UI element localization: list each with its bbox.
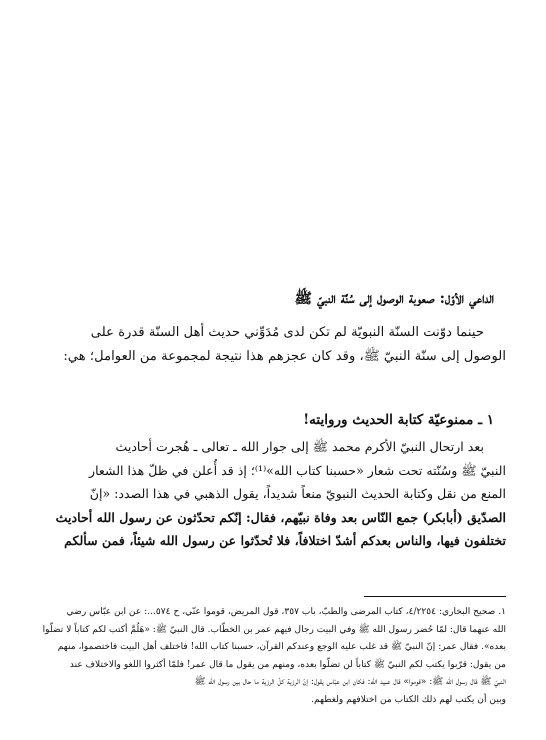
body-quote-line-1: الصدّيق (أبابكر) جمع النّاس بعد وفاة نبيّهم، فقال: إنّكم تحدّثون عن رسول الله أحاديث <box>55 509 506 525</box>
intro-paragraph <box>40 321 506 369</box>
footnote-line-2: الله عنهما قال: لمّا حُضر رسول الله ﷺ وفي البيت رجال فيهم عمر بن الخطّاب. قال النبيّ ﷺ: «هَلُمَّ أكتب لكم كتاباً لا تضلّوا <box>42 624 506 635</box>
footnotes <box>40 604 506 709</box>
section-title: ١ ـ ممنوعيّة كتابة الحديث وروايته! <box>303 412 494 428</box>
intro-line-1: حينما دوّنت السنّة النبويّة لم تكن لدى مُدَوِّني حديث أهل السنّة قدرة على <box>90 325 484 340</box>
body-paragraph <box>40 435 506 553</box>
body-quote-line-2: تختلفون فيها، والناس بعدكم أشدّ اختلافاً، فلا تُحدّثوا عن رسول الله شيئاً، فمن سألكم <box>64 533 506 548</box>
footnote-line-6: وبين أن يكتب لهم ذلك الكتاب من اختلافهم ولغطهم. <box>311 694 506 705</box>
footnote-line-5: النبيّ ﷺ قال رسول الله ﷺ: «قوموا» قال عبيد الله: فكان ابن عبّاس يقول: إنّ الرزية كلّ الرزية ما حال بين رسول الله ﷺ <box>194 677 506 687</box>
body-line-3: المنع من نقل وكتابة الحديث النبويّ منعاً شديداً، يقول الذهبي في هذا الصدد: «إنّ <box>89 486 506 501</box>
intro-line-2: الوصول إلى سنّة النبيّ ﷺ، وقد كان عجزهم هذا نتيجة لمجموعة من العوامل؛ هي: <box>63 349 506 364</box>
footnote-divider <box>364 596 506 597</box>
footnote-line-3: بعده». فقال عمر: إنّ النبيّ ﷺ قد غلب عليه الوجع وعندكم القرآن، حسبنا كتاب الله! فاختلف أهل البيت فاختصموا، منهم <box>57 642 506 652</box>
footnote-line-1: ١. صحيح البخاري: ٤/٢٢٥٤، كتاب المرضى والطبّ، باب ٣٥٧، قول المريض، قوموا عنّي، ح ٥٧٤...: عن ابن عبّاس رضي <box>66 607 506 617</box>
body-line-1: بعد ارتحال النبيّ الأكرم محمد ﷺ إلى جوار الله ـ تعالى ـ هُجرت أحاديث <box>115 439 484 454</box>
footnote-line-4: من يقول: قرّبوا يكتب لكم النبيّ ﷺ كتاباً لن تضلّوا بعده، ومنهم من يقول ما قال عمر! فلمّا أكثروا اللغو والاختلاف عند <box>69 659 506 670</box>
page-heading: الداعي الأوّل: صعوبة الوصول إلى سُنَّة النبيّ ﷺ <box>294 290 494 307</box>
body-line-2: النبيّ ﷺ وسُنّته تحت شعار «حسبنا كتاب الله»⁽¹⁾؛ إذ قد أُعلن في ظلّ هذا الشعار <box>88 462 506 478</box>
